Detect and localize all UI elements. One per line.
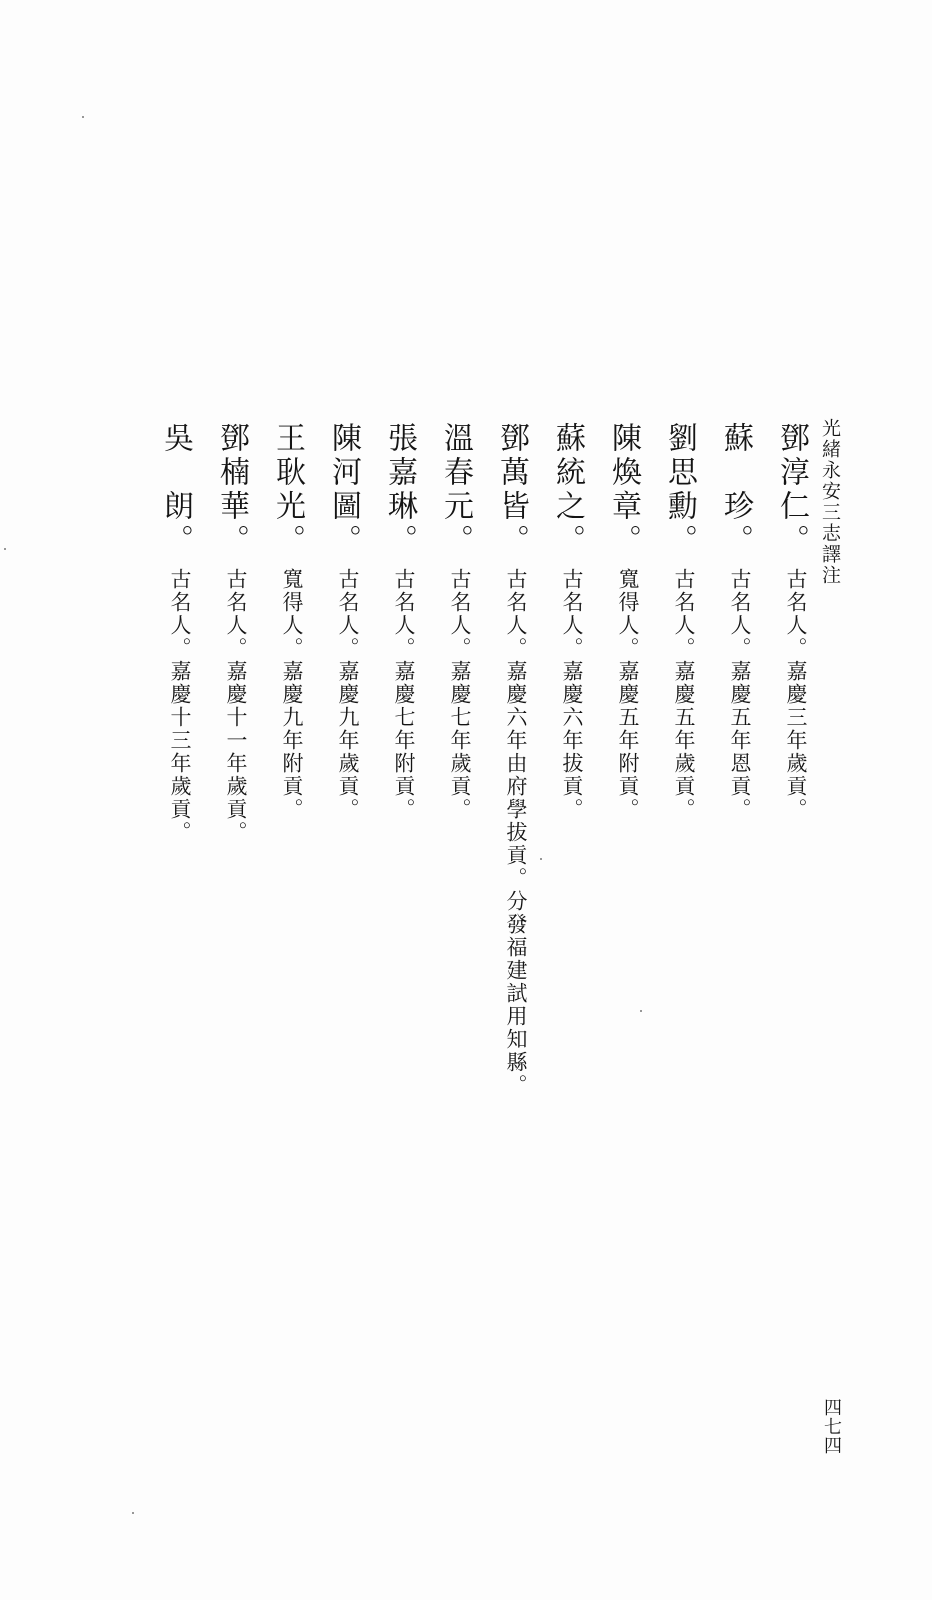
entry-description: 寬得人。嘉慶五年附貢。 xyxy=(616,568,640,821)
entry-description: 古名人。嘉慶十一年歲貢。 xyxy=(224,568,248,844)
scan-speck xyxy=(4,548,6,550)
entry-description: 古名人。嘉慶六年由府學拔貢。分發福建試用知縣。 xyxy=(504,568,528,1097)
entry-column xyxy=(246,422,305,821)
entry-column xyxy=(358,422,417,821)
entry-description: 古名人。嘉慶十三年歲貢。 xyxy=(168,568,192,844)
entry-name: 溫春元。 xyxy=(438,422,473,558)
entry-column xyxy=(134,422,193,844)
entry-name: 王耿光。 xyxy=(270,422,305,558)
entry-name: 劉思勳。 xyxy=(662,422,697,558)
entry-column xyxy=(582,422,641,821)
entry-description: 古名人。嘉慶九年歲貢。 xyxy=(336,568,360,821)
entry-description: 古名人。嘉慶七年附貢。 xyxy=(392,568,416,821)
entry-column xyxy=(638,422,697,821)
entry-name: 鄧淳仁。 xyxy=(774,422,809,558)
entry-columns xyxy=(134,422,809,1322)
page-number: 四七四 xyxy=(821,1398,842,1455)
entry-name: 吳 朗。 xyxy=(158,422,193,558)
entry-description: 古名人。嘉慶五年恩貢。 xyxy=(728,568,752,821)
running-title: 光緒永安三志譯注 xyxy=(819,418,841,586)
entry-name: 鄧楠華。 xyxy=(214,422,249,558)
entry-description: 古名人。嘉慶六年拔貢。 xyxy=(560,568,584,821)
entry-name: 張嘉琳。 xyxy=(382,422,417,558)
entry-column xyxy=(302,422,361,821)
entry-description: 古名人。嘉慶七年歲貢。 xyxy=(448,568,472,821)
entry-description: 寬得人。嘉慶九年附貢。 xyxy=(280,568,304,821)
entry-column xyxy=(750,422,809,821)
scan-speck xyxy=(82,116,84,118)
entry-column xyxy=(470,422,529,1097)
entry-column xyxy=(694,422,753,821)
entry-description: 古名人。嘉慶五年歲貢。 xyxy=(672,568,696,821)
scan-speck xyxy=(640,1010,642,1012)
entry-column xyxy=(190,422,249,844)
entry-column xyxy=(526,422,585,821)
entry-description: 古名人。嘉慶三年歲貢。 xyxy=(784,568,808,821)
entry-name: 陳煥章。 xyxy=(606,422,641,558)
entry-name: 蘇統之。 xyxy=(550,422,585,558)
entry-column xyxy=(414,422,473,821)
entry-name: 陳河圖。 xyxy=(326,422,361,558)
entry-name: 蘇 珍。 xyxy=(718,422,753,558)
scan-speck xyxy=(132,1512,134,1514)
entry-name: 鄧萬皆。 xyxy=(494,422,529,558)
scan-speck xyxy=(540,858,542,860)
